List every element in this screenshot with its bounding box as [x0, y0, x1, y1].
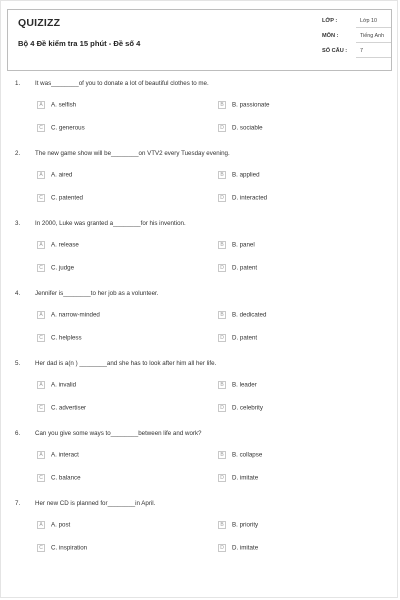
- option-letter-box: C: [37, 194, 45, 202]
- question-number: 2.: [15, 150, 21, 157]
- question-text: Her dad is a(n ) ________and she has to look after him all her life.: [35, 360, 217, 367]
- option-letter-box: A: [37, 171, 45, 179]
- answer-option-d[interactable]: [218, 544, 258, 552]
- option-label: A. interact: [51, 451, 79, 459]
- option-letter-box: B: [218, 311, 226, 319]
- answer-option-d[interactable]: [218, 334, 257, 342]
- answer-option-b[interactable]: [218, 451, 262, 459]
- option-label: D. interacted: [232, 194, 268, 202]
- option-label: B. priority: [232, 521, 259, 529]
- question-text: Jennifer is________to her job as a volunteer.: [35, 290, 159, 297]
- option-letter-box: D: [218, 404, 226, 412]
- option-letter-box: C: [37, 334, 45, 342]
- answer-option-c[interactable]: [37, 334, 82, 342]
- answer-option-b[interactable]: [218, 311, 266, 319]
- option-label: C. advertiser: [51, 404, 87, 412]
- option-label: D. patent: [232, 334, 258, 342]
- option-letter-box: D: [218, 124, 226, 132]
- quizizz-logo: QUIZIZZ: [18, 17, 61, 29]
- option-label: A. post: [51, 521, 71, 529]
- question-text: The new game show will be________on VTV2 every Tuesday evening.: [35, 150, 230, 157]
- subject-label: MÔN :: [322, 33, 339, 39]
- option-letter-box: B: [218, 521, 226, 529]
- option-letter-box: A: [37, 311, 45, 319]
- answer-option-d[interactable]: [218, 194, 267, 202]
- question-number: 3.: [15, 220, 21, 227]
- option-label: A. selfish: [51, 101, 77, 109]
- class-label: LỚP :: [322, 18, 338, 24]
- option-label: D. imitate: [232, 474, 259, 482]
- option-letter-box: B: [218, 101, 226, 109]
- option-label: D. imitate: [232, 544, 259, 552]
- answer-option-b[interactable]: [218, 101, 270, 109]
- option-label: A. aired: [51, 171, 73, 179]
- answer-option-c[interactable]: [37, 404, 86, 412]
- option-label: C. helpless: [51, 334, 82, 342]
- option-letter-box: B: [218, 381, 226, 389]
- answer-option-a[interactable]: [37, 451, 79, 459]
- answer-option-a[interactable]: [37, 241, 79, 249]
- answer-option-c[interactable]: [37, 194, 83, 202]
- question-text: Her new CD is planned for________in April.: [35, 500, 156, 507]
- answer-option-b[interactable]: [218, 241, 255, 249]
- option-label: B. applied: [232, 171, 260, 179]
- option-label: B. dedicated: [232, 311, 267, 319]
- answer-option-c[interactable]: [37, 264, 74, 272]
- question-text: It was________of you to donate a lot of beautiful clothes to me.: [35, 80, 209, 87]
- option-letter-box: D: [218, 544, 226, 552]
- question-number: 7.: [15, 500, 21, 507]
- option-letter-box: B: [218, 241, 226, 249]
- option-letter-box: A: [37, 101, 45, 109]
- option-label: C. balance: [51, 474, 81, 482]
- option-label: B. passionate: [232, 101, 270, 109]
- option-label: B. panel: [232, 241, 255, 249]
- option-letter-box: C: [37, 474, 45, 482]
- answer-option-a[interactable]: [37, 311, 100, 319]
- option-label: B. collapse: [232, 451, 263, 459]
- option-letter-box: C: [37, 124, 45, 132]
- option-letter-box: A: [37, 241, 45, 249]
- option-label: C. inspiration: [51, 544, 88, 552]
- question-number: 4.: [15, 290, 21, 297]
- option-label: C. judge: [51, 264, 75, 272]
- question-text: Can you give some ways to________between life and work?: [35, 430, 202, 437]
- answer-option-c[interactable]: [37, 124, 85, 132]
- question-count-label: SỐ CÂU :: [322, 48, 348, 54]
- answer-option-b[interactable]: [218, 521, 258, 529]
- subject-value: Tiếng Anh: [360, 33, 385, 39]
- answer-option-c[interactable]: [37, 474, 81, 482]
- option-letter-box: C: [37, 264, 45, 272]
- option-letter-box: B: [218, 451, 226, 459]
- class-value: Lớp 10: [360, 18, 378, 24]
- option-label: D. patent: [232, 264, 258, 272]
- option-letter-box: D: [218, 264, 226, 272]
- worksheet-title: Bộ 4 Đề kiểm tra 15 phút - Đề số 4: [18, 39, 141, 48]
- question-number: 5.: [15, 360, 21, 367]
- class-underline: [356, 27, 391, 28]
- option-label: D. celebrity: [232, 404, 263, 412]
- option-letter-box: A: [37, 521, 45, 529]
- option-letter-box: D: [218, 474, 226, 482]
- question-count-underline: [356, 57, 391, 58]
- answer-option-d[interactable]: [218, 404, 263, 412]
- option-letter-box: B: [218, 171, 226, 179]
- answer-option-a[interactable]: [37, 101, 76, 109]
- option-letter-box: C: [37, 544, 45, 552]
- option-label: B. leader: [232, 381, 257, 389]
- option-letter-box: D: [218, 334, 226, 342]
- option-letter-box: A: [37, 381, 45, 389]
- option-label: A. release: [51, 241, 79, 249]
- answer-option-a[interactable]: [37, 171, 72, 179]
- answer-option-a[interactable]: [37, 521, 70, 529]
- answer-option-d[interactable]: [218, 264, 257, 272]
- option-label: C. patented: [51, 194, 83, 202]
- question-number: 6.: [15, 430, 21, 437]
- answer-option-a[interactable]: [37, 381, 76, 389]
- worksheet-header: [7, 9, 392, 71]
- answer-option-d[interactable]: [218, 124, 263, 132]
- option-letter-box: A: [37, 451, 45, 459]
- answer-option-b[interactable]: [218, 381, 257, 389]
- subject-underline: [356, 42, 391, 43]
- answer-option-d[interactable]: [218, 474, 258, 482]
- option-label: A. invalid: [51, 381, 77, 389]
- option-label: A. narrow-minded: [51, 311, 100, 319]
- question-number: 1.: [15, 80, 21, 87]
- option-letter-box: C: [37, 404, 45, 412]
- option-letter-box: D: [218, 194, 226, 202]
- question-text: In 2000, Luke was granted a________for his invention.: [35, 220, 186, 227]
- option-label: D. sociable: [232, 124, 263, 132]
- answer-option-b[interactable]: [218, 171, 260, 179]
- option-label: C. generous: [51, 124, 85, 132]
- answer-option-c[interactable]: [37, 544, 87, 552]
- question-count-value: 7: [360, 48, 363, 54]
